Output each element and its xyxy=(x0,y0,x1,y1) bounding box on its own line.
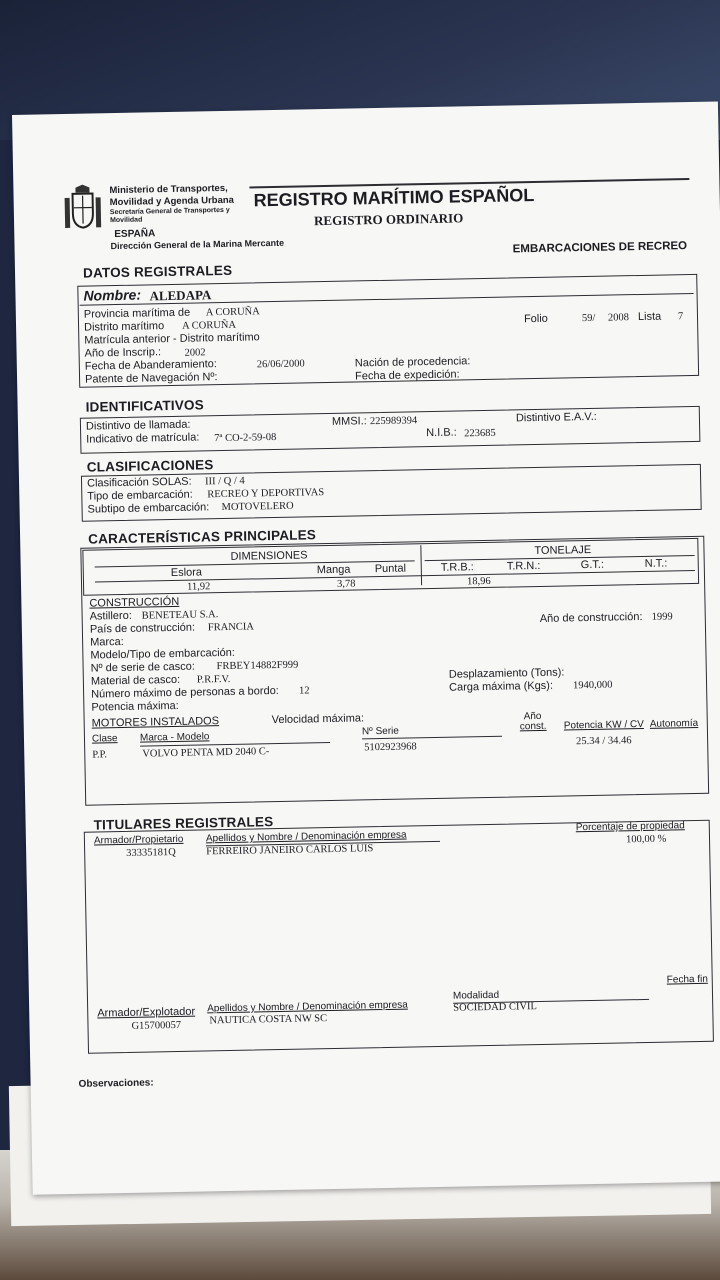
page-subtitle: REGISTRO ORDINARIO xyxy=(313,210,464,229)
nacion-label: Nación de procedencia: xyxy=(354,355,471,370)
col-clase: Clase xyxy=(91,733,118,745)
modelo-label: Modelo/Tipo de embarcación: xyxy=(90,646,235,662)
manga-value: 3,78 xyxy=(336,578,356,590)
folio-value: 59/ xyxy=(581,312,596,325)
modalidad-value: SOCIEDAD CIVIL xyxy=(453,1001,538,1014)
pais-label: País de construcción: xyxy=(89,621,196,636)
astillero-value: BENETEAU S.A. xyxy=(141,609,219,622)
tipo-value: RECREO Y DEPORTIVAS xyxy=(207,487,325,501)
category-label: EMBARCACIONES DE RECREO xyxy=(512,240,688,256)
desplazamiento-label: Desplazamiento (Tons): xyxy=(448,666,565,681)
col-marca: Marca - Modelo xyxy=(139,731,210,744)
gt-label: G.T.: xyxy=(580,558,605,572)
porcentaje-value: 100,00 % xyxy=(625,833,667,846)
prop-id: 33335181Q xyxy=(126,846,176,859)
coat-of-arms-icon xyxy=(61,183,104,234)
secretaria: Secretaría General de Transportes y xyxy=(109,206,230,217)
titulares-box xyxy=(84,820,714,1054)
expl-id: G15700057 xyxy=(131,1019,182,1032)
col-autonomia: Autonomía xyxy=(649,717,699,730)
provincia-label: Provincia marítima de xyxy=(83,306,191,321)
velocidad-label: Velocidad máxima: xyxy=(271,712,365,727)
ministry-name-2: Movilidad y Agenda Urbana xyxy=(109,194,235,209)
col-serie: Nº Serie xyxy=(361,725,400,738)
observaciones-label: Observaciones: xyxy=(78,1077,154,1090)
page-title: REGISTRO MARÍTIMO ESPAÑOL xyxy=(253,184,535,211)
secretaria-2: Movilidad xyxy=(109,216,143,225)
manga-label: Manga xyxy=(316,563,351,577)
lista-label: Lista xyxy=(637,310,662,324)
armador-prop-label: Armador/Propietario xyxy=(93,833,184,847)
marca-label: Marca: xyxy=(90,635,124,649)
pais-value: FRANCIA xyxy=(207,621,255,634)
nib-label: N.I.B.: xyxy=(426,426,457,440)
subtipo-value: MOTOVELERO xyxy=(221,500,294,514)
serie-value: FRBEY14882F999 xyxy=(216,659,299,673)
datos-heading: DATOS REGISTRALES xyxy=(82,262,233,281)
carga-label: Carga máxima (Kgs): xyxy=(448,679,554,694)
distintivo-eav-label: Distintivo E.A.V.: xyxy=(515,410,597,425)
motor-potencia: 25.34 / 34.46 xyxy=(576,735,632,748)
indicativo-label: Indicativo de matrícula: xyxy=(86,431,200,446)
abanderamiento-label: Fecha de Abanderamiento: xyxy=(84,358,218,373)
col-potencia: Potencia KW / CV xyxy=(563,718,644,732)
distintivo-llamada-label: Distintivo de llamada: xyxy=(85,418,191,433)
tipo-label: Tipo de embarcación: xyxy=(87,488,193,503)
apellidos-label: Apellidos y Nombre / Denominación empresa xyxy=(205,829,407,845)
mmsi-label: MMSI.: xyxy=(331,415,367,428)
puntal-label: Puntal xyxy=(374,562,407,576)
trb-label: T.R.B.: xyxy=(440,561,474,574)
caracteristicas-heading: CARACTERÍSTICAS PRINCIPALES xyxy=(88,527,317,547)
personas-label: Número máximo de personas a bordo: xyxy=(91,684,279,701)
armador-expl-label: Armador/Explotador xyxy=(97,1005,196,1020)
dimensiones-label: DIMENSIONES xyxy=(230,549,308,563)
carga-value: 1940,000 xyxy=(572,679,613,692)
trn-label: T.R.N.: xyxy=(506,559,541,573)
mmsi-value: 225989394 xyxy=(369,415,418,428)
indicativo-value: 7ª CO-2-59-08 xyxy=(214,431,277,445)
potencia-label: Potencia máxima: xyxy=(91,699,179,714)
expedicion-label: Fecha de expedición: xyxy=(354,368,460,383)
direccion-general: Dirección General de la Marina Mercante xyxy=(110,237,285,252)
motor-marca: VOLVO PENTA MD 2040 C- xyxy=(142,746,270,760)
porcentaje-label: Porcentaje de propiedad xyxy=(575,820,685,834)
registry-document xyxy=(12,101,720,1194)
country-name: ESPAÑA xyxy=(114,228,156,241)
folio-year: 2008 xyxy=(607,312,630,324)
anio-value: 2002 xyxy=(184,347,206,359)
titulares-heading: TITULARES REGISTRALES xyxy=(93,814,274,833)
modalidad-label: Modalidad xyxy=(452,989,500,1002)
eslora-value: 11,92 xyxy=(186,581,211,593)
provincia-value: A CORUÑA xyxy=(205,306,260,319)
motor-clase: P.P. xyxy=(92,749,108,761)
anio-const-label: Año de construcción: xyxy=(539,610,643,625)
expl-nombre: NAUTICA COSTA NW SC xyxy=(209,1013,328,1027)
distrito-label: Distrito marítimo xyxy=(83,320,165,334)
folio-label: Folio xyxy=(523,312,548,326)
anio-const-value: 1999 xyxy=(651,611,673,623)
material-value: P.R.F.V. xyxy=(196,673,231,686)
patente-label: Patente de Navegación Nº: xyxy=(84,371,218,386)
motor-serie: 5102923968 xyxy=(364,741,417,754)
serie-label: Nº de serie de casco: xyxy=(90,660,196,675)
solas-value: III / Q / 4 xyxy=(204,475,245,488)
trb-value: 18,96 xyxy=(466,575,491,588)
personas-value: 12 xyxy=(299,685,310,697)
col-anio-const: const. xyxy=(519,720,547,733)
astillero-label: Astillero: xyxy=(89,609,132,623)
motores-heading: MOTORES INSTALADOS xyxy=(91,715,220,730)
construccion-heading: CONSTRUCCIÓN xyxy=(89,595,180,610)
nombre-label: Nombre: xyxy=(83,286,142,304)
solas-label: Clasificación SOLAS: xyxy=(86,475,192,490)
matricula-anterior-label: Matrícula anterior - Distrito marítimo xyxy=(84,331,260,347)
clasificaciones-heading: CLASIFICACIONES xyxy=(86,457,214,475)
eslora-label: Eslora xyxy=(170,566,203,580)
anio-label: Año de Inscrip.: xyxy=(84,346,162,360)
fecha-fin-label: Fecha fin xyxy=(666,973,708,986)
nib-value: 223685 xyxy=(464,427,496,440)
nt-label: N.T.: xyxy=(644,557,668,570)
apellidos2-label: Apellidos y Nombre / Denominación empresa xyxy=(207,999,408,1015)
col-anio: Año xyxy=(523,710,542,723)
distrito-value: A CORUÑA xyxy=(181,319,237,332)
prop-nombre: FERREIRO JANEIRO CARLOS LUIS xyxy=(206,843,374,858)
subtipo-label: Subtipo de embarcación: xyxy=(87,501,210,516)
identificativos-heading: IDENTIFICATIVOS xyxy=(85,397,205,415)
material-label: Material de casco: xyxy=(90,673,181,688)
vessel-name: ALEDAPA xyxy=(149,287,212,304)
lista-value: 7 xyxy=(677,311,684,323)
tonelaje-label: TONELAJE xyxy=(534,543,592,558)
ministry-name: Ministerio de Transportes, xyxy=(109,182,228,197)
abanderamiento-value: 26/06/2000 xyxy=(256,358,305,371)
